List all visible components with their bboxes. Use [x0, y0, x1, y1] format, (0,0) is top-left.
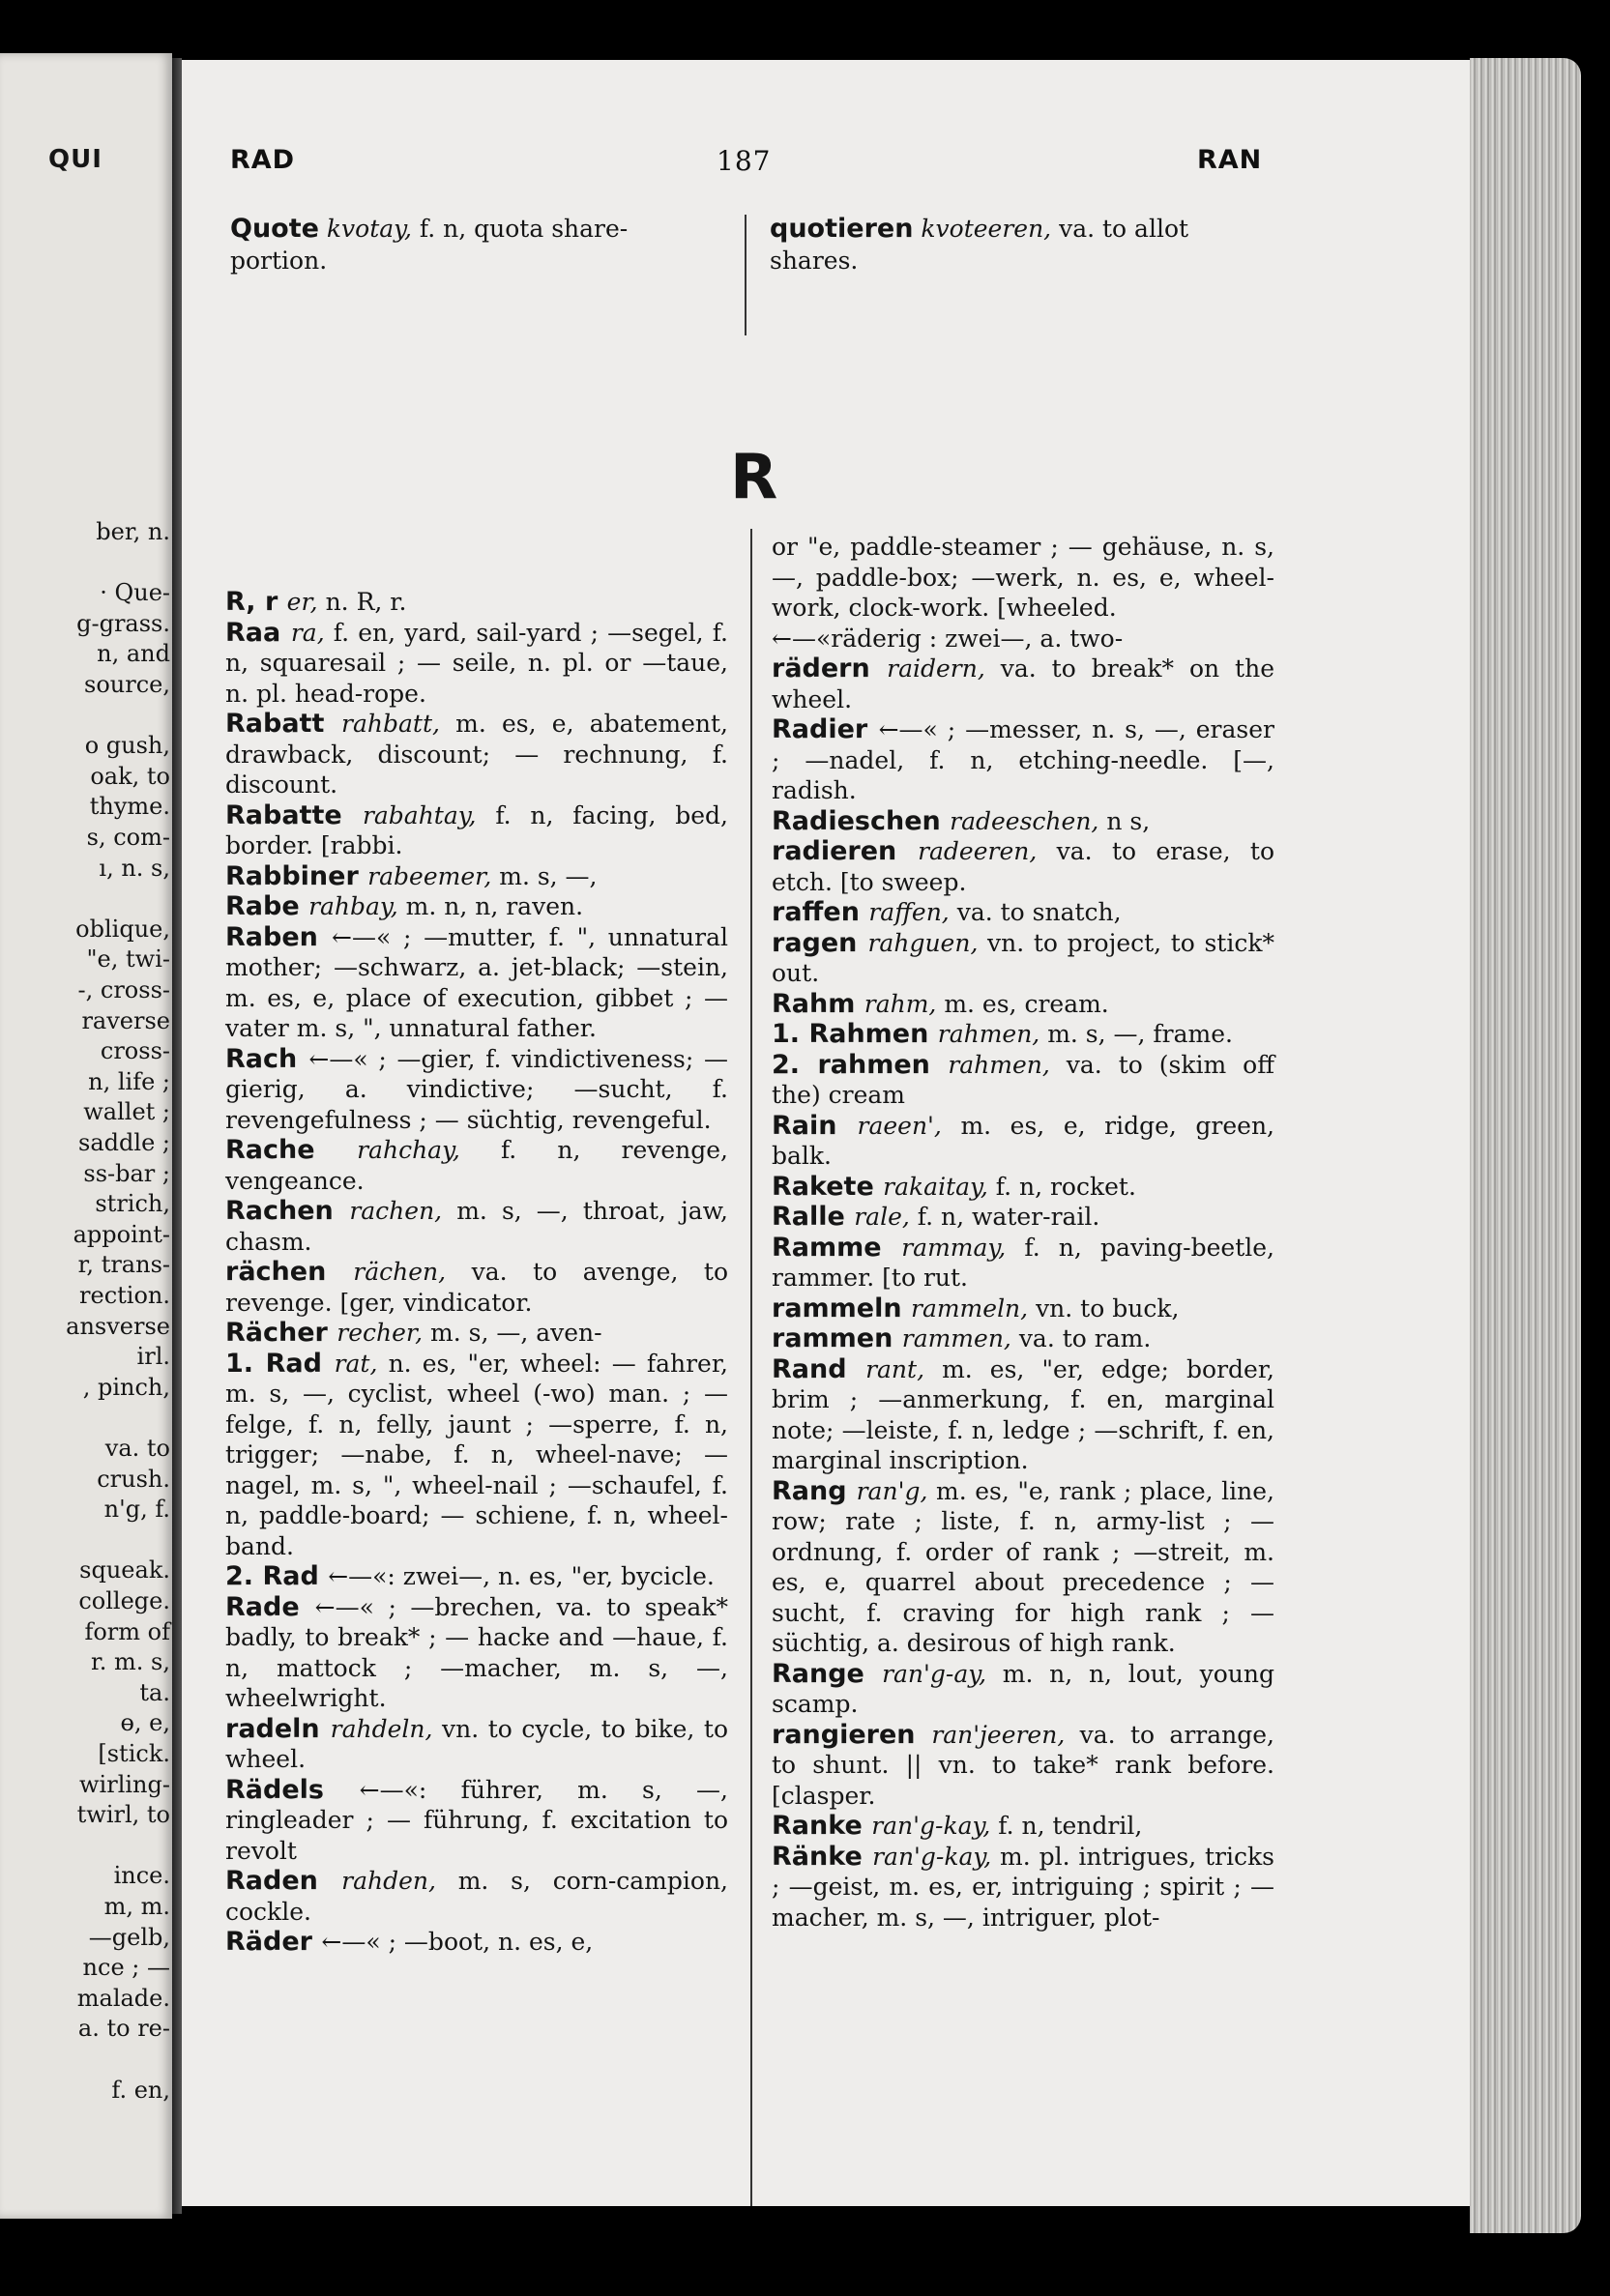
facing-page-line: ɵ, e,	[120, 1709, 170, 1737]
dictionary-page	[182, 60, 1482, 2206]
headword: Ramme	[772, 1232, 902, 1263]
dictionary-entry	[225, 618, 728, 710]
headword: Range	[772, 1658, 883, 1689]
facing-page-line: form of	[84, 1617, 170, 1645]
definition: f. n, rocket.	[995, 1172, 1136, 1201]
dictionary-entry	[225, 1561, 728, 1592]
headword: Rand	[772, 1353, 866, 1384]
pronunciation: radeeren,	[918, 837, 1057, 865]
header-right-guideword: RAN	[1197, 145, 1263, 175]
definition: ←—«: zwei—, n. es, "er, bycicle.	[328, 1562, 715, 1590]
dictionary-entry	[225, 1196, 728, 1257]
dictionary-entry	[225, 1927, 728, 1958]
facing-page-line: rection.	[79, 1282, 170, 1309]
pronunciation: kvotay,	[326, 215, 412, 243]
headword: Rach	[225, 1043, 309, 1074]
facing-page-line: ta.	[139, 1678, 170, 1706]
definition: m. es, e, ridge, green, balk.	[772, 1111, 1274, 1170]
dictionary-entry	[225, 587, 728, 618]
pronunciation: raeen',	[857, 1111, 961, 1140]
facing-page-line: va. to	[104, 1435, 170, 1462]
pronunciation: kvoteeren,	[921, 215, 1052, 243]
pronunciation: ran'g,	[856, 1476, 936, 1505]
headword: Rahm	[772, 988, 864, 1019]
definition: m. s, —,	[499, 861, 598, 890]
facing-page-line: s, com-	[86, 824, 170, 851]
definition: f. n, quota share-portion.	[230, 215, 629, 275]
headword: Rade	[225, 1591, 315, 1622]
book-gutter	[172, 58, 182, 2214]
dictionary-entry	[225, 1318, 728, 1349]
pronunciation: rammen,	[901, 1324, 1019, 1352]
facing-page-line: twirl, to	[76, 1801, 170, 1829]
facing-page-line: -, cross-	[77, 976, 170, 1003]
column-rule	[750, 529, 752, 2206]
facing-page-line: ber, n.	[96, 518, 170, 545]
facing-page-line: a. to re-	[77, 2015, 170, 2043]
section-letter: R	[730, 442, 778, 513]
facing-page-line: [stick.	[98, 1740, 170, 1767]
headword: rammen	[772, 1323, 902, 1353]
facing-page-line: r, trans-	[77, 1251, 170, 1279]
pronunciation: rammeln,	[911, 1293, 1037, 1322]
definition: va. to allot shares.	[770, 215, 1189, 275]
definition: m. n, n, lout, young scamp.	[772, 1659, 1274, 1718]
headword: Rakete	[772, 1171, 884, 1202]
definition: m. es, "er, edge; border, brim ; —anmerkung, f. en, marginal note; —leiste, f. n, ledge ; —schrift, f. en, marginal inscription.	[772, 1354, 1274, 1474]
pronunciation: rahbay,	[308, 892, 406, 920]
facing-page-line: ss-bar ;	[83, 1159, 170, 1187]
facing-page-line: f. en,	[111, 2076, 170, 2104]
definition: vn. to project, to stick* out.	[772, 928, 1274, 987]
definition: or "e, paddle-steamer ; — gehäuse, n. s, —, paddle-box; —werk, n. es, e, wheel-work, clock-work. [wheeled.	[772, 533, 1274, 622]
pronunciation: recher,	[337, 1319, 431, 1347]
pronunciation: raffen,	[868, 898, 957, 926]
facing-page-line: g-grass.	[76, 609, 170, 637]
headword: rädern	[772, 654, 888, 683]
definition: m. s, —, aven-	[430, 1319, 602, 1347]
definition: ←—«: führer, m. s, —, ringleader ; — führung, f. excitation to revolt	[225, 1775, 729, 1865]
definition: m. es, "e, rank ; place, line, row; rate ; liste, f. n, army-list ; —ordnung, f. order of rank ; —streit, m. es, e, quarrel about precedence ; —sucht, f. craving for high rank ; —süchtig, a. desirous of high rank.	[772, 1476, 1274, 1657]
facing-page-line: cross-	[100, 1037, 170, 1065]
definition: va. to erase, to etch. [to sweep.	[772, 837, 1274, 896]
pronunciation: rahden,	[341, 1867, 458, 1895]
facing-page-line: irl.	[136, 1343, 170, 1371]
definition: va. to avenge, to revenge. [ger, vindicator.	[225, 1258, 729, 1317]
pronunciation: rahguen,	[867, 928, 988, 957]
headword: Quote	[230, 214, 319, 244]
page-edges	[1470, 58, 1581, 2233]
dictionary-entry	[225, 709, 728, 800]
definition: m. s, —, throat, jaw, chasm.	[225, 1197, 729, 1256]
dictionary-entry	[225, 1135, 728, 1196]
facing-page-line: oak, to	[90, 762, 170, 790]
dictionary-entry	[225, 1257, 728, 1318]
facing-page-line: · Que-	[100, 579, 170, 607]
definition: m. es, e, abatement, drawback, discount; — rechnung, f. discount.	[225, 710, 728, 799]
pronunciation: rant,	[865, 1354, 943, 1383]
dictionary-entry	[772, 989, 1274, 1020]
headword: quotieren	[770, 214, 914, 244]
pronunciation: rahdeln,	[330, 1714, 443, 1743]
definition: n. R, r.	[325, 588, 407, 616]
dictionary-entry	[225, 891, 728, 922]
pronunciation: rahbatt,	[341, 710, 456, 738]
dictionary-entry	[772, 1476, 1274, 1659]
definition: vn. to buck,	[1036, 1293, 1180, 1322]
facing-page-line: ince.	[113, 1862, 170, 1890]
headword: rammeln	[772, 1293, 911, 1323]
pronunciation: ran'jeeren,	[931, 1720, 1080, 1749]
facing-page-line: ansverse	[66, 1312, 170, 1340]
facing-page	[0, 53, 172, 2219]
facing-page-line: r. m. s,	[90, 1648, 170, 1676]
definition: m. n, n, raven.	[405, 892, 584, 920]
facing-page-line: college.	[78, 1587, 170, 1614]
dictionary-entry	[772, 1842, 1274, 1933]
headword: Rädels	[225, 1774, 360, 1805]
headword: Rabe	[225, 891, 309, 921]
headword: Rächer	[225, 1318, 337, 1348]
dictionary-entry	[772, 1659, 1274, 1720]
headword: ragen	[772, 927, 868, 958]
headword: rächen	[225, 1257, 354, 1287]
definition: vn. to cycle, to bike, to wheel.	[225, 1714, 728, 1773]
pronunciation: rakaitay,	[883, 1172, 996, 1201]
headword: Rache	[225, 1135, 358, 1165]
dictionary-entry	[772, 532, 1274, 624]
facing-page-line: oblique,	[75, 915, 170, 943]
definition: m. s, —, frame.	[1047, 1020, 1233, 1048]
pronunciation: rale,	[854, 1203, 918, 1231]
facing-page-line: source,	[84, 671, 170, 698]
facing-page-line: ı, n. s,	[99, 854, 170, 882]
dictionary-entry	[772, 1323, 1274, 1354]
dictionary-entry	[772, 928, 1274, 989]
headword: radeln	[225, 1713, 331, 1744]
column-rule-top	[745, 215, 746, 335]
dictionary-entry	[225, 1044, 728, 1136]
headword: Rang	[772, 1475, 857, 1506]
dictionary-entry	[225, 922, 728, 1044]
pronunciation: rachen,	[349, 1197, 457, 1225]
pronunciation: ra,	[290, 618, 334, 647]
headword: Räder	[225, 1927, 322, 1957]
definition: va. to snatch,	[956, 898, 1122, 926]
facing-page-header: QUI	[48, 145, 102, 174]
dictionary-entry	[772, 806, 1274, 837]
definition: f. n, water-rail.	[917, 1203, 1100, 1231]
pronunciation: ran'g-kay,	[872, 1842, 1001, 1871]
facing-page-line: n, life ;	[88, 1067, 170, 1095]
headword: Ralle	[772, 1202, 855, 1232]
pronunciation: rächen,	[353, 1258, 472, 1286]
pronunciation: rabeemer,	[367, 861, 500, 890]
definition: m. es, cream.	[944, 989, 1109, 1018]
dictionary-entry	[772, 1111, 1274, 1172]
dictionary-entry	[225, 1775, 728, 1867]
headword: Rabbiner	[225, 860, 368, 891]
headword: Rain	[772, 1110, 858, 1141]
dictionary-entry	[772, 654, 1274, 714]
dictionary-entry	[225, 861, 728, 892]
definition: f. n, facing, bed, border. [rabbi.	[225, 800, 729, 859]
definition: va. to arrange, to shunt. || vn. to take* rank before. [clasper.	[772, 1720, 1274, 1810]
facing-page-line: appoint-	[73, 1220, 170, 1248]
headword: 2. Rad	[225, 1561, 329, 1591]
dictionary-entry	[772, 1354, 1274, 1476]
dictionary-entry	[225, 1866, 728, 1927]
facing-page-line: saddle ;	[78, 1129, 170, 1156]
pronunciation: rahmen,	[937, 1020, 1048, 1048]
headword: 1. Rad	[225, 1348, 335, 1379]
definition: f. n, revenge, vengeance.	[225, 1136, 729, 1195]
definition: ←—« ; —mutter, f. ", unnatural mother; —schwarz, a. jet-black; —stein, m. es, e, place of execution, gibbet ; — vater m. s, ", unnatural father.	[225, 922, 728, 1042]
dictionary-entry	[772, 1811, 1274, 1842]
facing-page-line: thyme.	[89, 793, 170, 821]
definition: f. n, paving-beetle, rammer. [to rut.	[772, 1233, 1274, 1292]
definition: ←—«räderig : zwei—, a. two-	[772, 624, 1124, 653]
pronunciation: raidern,	[887, 654, 1001, 683]
pronunciation: rammay,	[901, 1233, 1025, 1262]
dictionary-entry	[772, 1293, 1274, 1324]
pronunciation: er,	[286, 588, 326, 616]
definition: f. en, yard, sail-yard ; —segel, f. n, squaresail ; — seile, n. pl. or —taue, n. pl. head-rope.	[225, 618, 729, 708]
facing-page-line: squeak.	[79, 1556, 170, 1584]
headword: Raben	[225, 921, 333, 952]
pronunciation: rahmen,	[948, 1050, 1067, 1079]
definition: va. to (skim off the) cream	[772, 1050, 1274, 1109]
dictionary-entry	[772, 1720, 1274, 1812]
left-column	[225, 587, 728, 1958]
headword: Ränke	[772, 1841, 873, 1872]
headword: raffen	[772, 897, 869, 927]
facing-page-line: crush.	[97, 1465, 170, 1493]
dictionary-entry	[772, 1019, 1274, 1050]
headword: Rabatt	[225, 709, 342, 739]
facing-page-line: wirling-	[79, 1770, 170, 1798]
pronunciation: ran'g-kay,	[871, 1812, 999, 1840]
dictionary-entry	[772, 897, 1274, 928]
facing-page-line: —gelb,	[88, 1923, 170, 1951]
definition: ←—« ; —brechen, va. to speak* badly, to break* ; — hacke and —haue, f. n, mattock ; —macher, m. s, —, wheelwright.	[225, 1592, 728, 1712]
definition: n. es, "er, wheel: — fahrer, m. s, —, cyclist, wheel (-wo) man. ; —felge, f. n, felly, jaunt ; —sperre, f. n, trigger; —nabe, f. n, wheel-nave; —nagel, m. s, ", wheel-nail ; —schaufel, f. n, paddle-board; — schiene, f. n, wheel-band.	[225, 1349, 729, 1560]
dictionary-entry	[772, 1233, 1274, 1293]
definition: f. n, tendril,	[998, 1812, 1143, 1840]
facing-page-line: nce ; —	[82, 1954, 170, 1982]
facing-page-line: m, m.	[103, 1893, 170, 1920]
headword: Raa	[225, 617, 291, 648]
headword: Radier	[772, 714, 879, 744]
pronunciation: rabahtay,	[362, 800, 496, 829]
definition: n s,	[1106, 806, 1151, 835]
facing-page-line: n, and	[97, 640, 170, 668]
facing-page-line: wallet ;	[83, 1098, 170, 1126]
dictionary-entry	[772, 714, 1274, 806]
headword: Rabatte	[225, 799, 363, 830]
top-entry-right	[770, 213, 1273, 276]
page-number: 187	[717, 145, 772, 177]
top-entry-left	[230, 213, 709, 276]
definition: ←—« ; —messer, n. s, —, eraser ; —nadel, f. n, etching-needle. [—, radish.	[772, 715, 1274, 804]
dictionary-entry	[225, 1349, 728, 1562]
dictionary-entry	[772, 836, 1274, 897]
dictionary-entry	[772, 624, 1274, 654]
pronunciation: rahchay,	[357, 1136, 501, 1164]
definition: ←—« ; —gier, f. vindictiveness; —gierig, a. vindictive; —sucht, f. revengefulness ; — süchtig, revengeful.	[225, 1044, 729, 1134]
definition: va. to ram.	[1018, 1324, 1152, 1352]
headword: rangieren	[772, 1719, 932, 1750]
headword: Ranke	[772, 1811, 872, 1841]
pronunciation: radeeschen,	[950, 806, 1107, 835]
facing-page-line: "e, twi-	[86, 945, 170, 974]
dictionary-entry	[772, 1202, 1274, 1233]
definition: va. to break* on the wheel.	[772, 654, 1274, 713]
headword: 2. rahmen	[772, 1049, 949, 1080]
dictionary-entry	[225, 1592, 728, 1714]
definition: ←—« ; —boot, n. es, e,	[321, 1928, 594, 1956]
facing-page-line: o gush,	[84, 732, 170, 760]
dictionary-entry	[772, 1050, 1274, 1111]
facing-page-line: n'g, f.	[103, 1496, 170, 1524]
definition: m. pl. intrigues, tricks ; —geist, m. es, er, intriguing ; spirit ; —macher, m. s, —, intriguer, plot-	[772, 1842, 1274, 1932]
headword: R, r	[225, 587, 287, 617]
headword: Radieschen	[772, 805, 951, 836]
dictionary-entry	[225, 1714, 728, 1775]
facing-page-line: malade.	[76, 1984, 170, 2012]
pronunciation: ran'g-ay,	[882, 1659, 1003, 1688]
headword: radieren	[772, 836, 919, 866]
headword: Raden	[225, 1866, 342, 1896]
definition: m. s, corn-campion, cockle.	[225, 1867, 728, 1926]
dictionary-entry	[772, 1172, 1274, 1203]
headword: Rachen	[225, 1196, 350, 1226]
facing-page-line: , pinch,	[82, 1373, 170, 1401]
facing-page-line: strich,	[95, 1190, 170, 1218]
pronunciation: rat,	[334, 1349, 389, 1378]
header-left-guideword: RAD	[230, 145, 296, 175]
headword: 1. Rahmen	[772, 1019, 938, 1049]
dictionary-entry	[225, 800, 728, 861]
facing-page-line: raverse	[81, 1006, 170, 1034]
right-column	[772, 532, 1274, 1933]
pronunciation: rahm,	[864, 989, 945, 1018]
